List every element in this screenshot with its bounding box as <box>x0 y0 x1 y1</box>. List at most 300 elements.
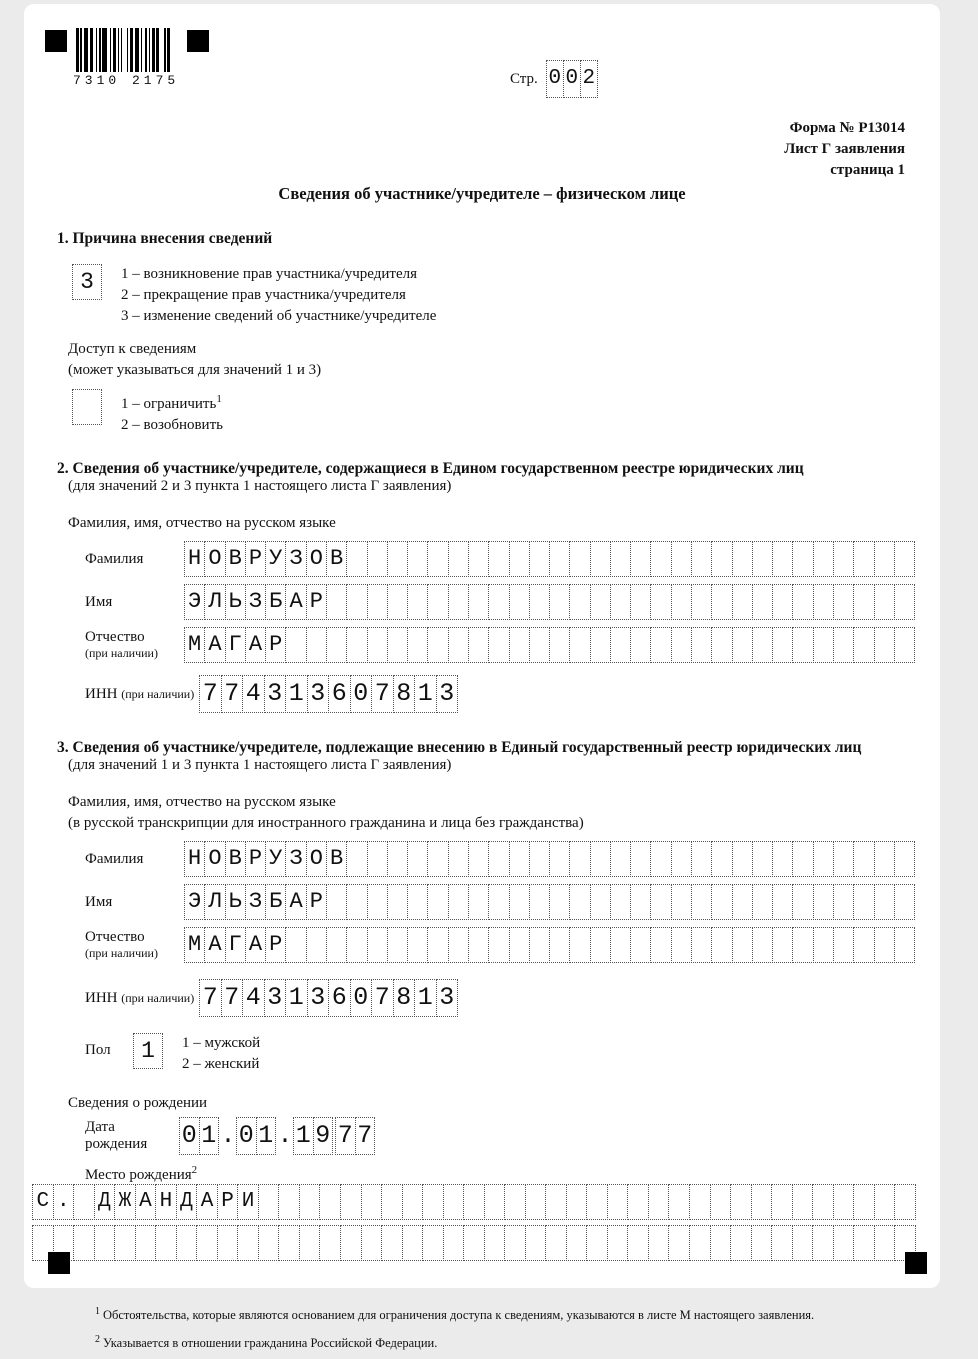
char-cell[interactable]: Р <box>306 584 327 620</box>
char-cell[interactable] <box>752 541 773 577</box>
char-cell[interactable] <box>367 884 388 920</box>
char-cell[interactable] <box>833 884 854 920</box>
char-cell[interactable] <box>529 541 550 577</box>
char-cell[interactable]: Р <box>245 841 266 877</box>
birth-date-month-cells[interactable] <box>237 1117 276 1155</box>
char-cell[interactable] <box>448 541 469 577</box>
char-cell[interactable]: 3 <box>264 675 287 713</box>
char-cell[interactable]: 1 <box>285 979 308 1017</box>
char-cell[interactable] <box>407 927 428 963</box>
char-cell[interactable] <box>607 1225 629 1261</box>
char-cell[interactable] <box>549 627 570 663</box>
char-cell[interactable]: В <box>326 841 347 877</box>
char-cell[interactable]: Д <box>176 1184 198 1220</box>
char-cell[interactable] <box>463 1184 485 1220</box>
char-cell[interactable] <box>346 841 367 877</box>
char-cell[interactable] <box>484 1184 506 1220</box>
char-cell[interactable] <box>529 927 550 963</box>
patronymic-cells[interactable] <box>185 927 915 963</box>
char-cell[interactable] <box>468 927 489 963</box>
char-cell[interactable] <box>468 541 489 577</box>
char-cell[interactable] <box>671 541 692 577</box>
char-cell[interactable]: 7 <box>199 675 222 713</box>
char-cell[interactable]: Э <box>184 584 205 620</box>
char-cell[interactable]: Н <box>184 541 205 577</box>
char-cell[interactable] <box>894 1184 916 1220</box>
char-cell[interactable]: 0 <box>563 60 581 98</box>
char-cell[interactable] <box>468 841 489 877</box>
char-cell[interactable] <box>525 1225 547 1261</box>
char-cell[interactable] <box>278 1184 300 1220</box>
access-value-box[interactable] <box>72 389 102 425</box>
char-cell[interactable]: 7 <box>371 675 394 713</box>
char-cell[interactable]: Ь <box>225 884 246 920</box>
char-cell[interactable] <box>813 627 834 663</box>
char-cell[interactable] <box>529 884 550 920</box>
char-cell[interactable] <box>650 927 671 963</box>
char-cell[interactable] <box>711 884 732 920</box>
char-cell[interactable] <box>772 627 793 663</box>
char-cell[interactable]: В <box>326 541 347 577</box>
char-cell[interactable] <box>813 884 834 920</box>
char-cell[interactable] <box>525 1184 547 1220</box>
char-cell[interactable]: Ж <box>114 1184 136 1220</box>
char-cell[interactable] <box>792 1184 814 1220</box>
char-cell[interactable] <box>752 884 773 920</box>
char-cell[interactable] <box>691 927 712 963</box>
char-cell[interactable] <box>711 541 732 577</box>
char-cell[interactable] <box>590 884 611 920</box>
char-cell[interactable] <box>710 1225 732 1261</box>
char-cell[interactable] <box>545 1184 567 1220</box>
char-cell[interactable] <box>590 541 611 577</box>
char-cell[interactable] <box>691 541 712 577</box>
char-cell[interactable] <box>874 584 895 620</box>
char-cell[interactable]: 7 <box>221 675 244 713</box>
char-cell[interactable] <box>387 627 408 663</box>
char-cell[interactable] <box>381 1184 403 1220</box>
char-cell[interactable] <box>468 884 489 920</box>
char-cell[interactable] <box>326 884 347 920</box>
char-cell[interactable] <box>407 884 428 920</box>
char-cell[interactable]: З <box>285 541 306 577</box>
char-cell[interactable]: В <box>225 841 246 877</box>
char-cell[interactable] <box>894 541 915 577</box>
char-cell[interactable] <box>874 1184 896 1220</box>
inn-cells[interactable] <box>200 979 458 1017</box>
char-cell[interactable] <box>772 584 793 620</box>
char-cell[interactable] <box>671 584 692 620</box>
char-cell[interactable] <box>630 841 651 877</box>
char-cell[interactable]: Р <box>265 627 286 663</box>
char-cell[interactable] <box>509 541 530 577</box>
char-cell[interactable] <box>427 584 448 620</box>
char-cell[interactable]: Л <box>204 584 225 620</box>
char-cell[interactable] <box>326 584 347 620</box>
char-cell[interactable]: Р <box>306 884 327 920</box>
char-cell[interactable] <box>367 841 388 877</box>
char-cell[interactable] <box>691 884 712 920</box>
char-cell[interactable] <box>833 627 854 663</box>
char-cell[interactable]: Л <box>204 884 225 920</box>
char-cell[interactable] <box>346 884 367 920</box>
char-cell[interactable] <box>114 1225 136 1261</box>
char-cell[interactable]: 0 <box>546 60 564 98</box>
char-cell[interactable] <box>402 1184 424 1220</box>
char-cell[interactable] <box>630 584 651 620</box>
char-cell[interactable] <box>488 584 509 620</box>
char-cell[interactable] <box>566 1225 588 1261</box>
char-cell[interactable] <box>874 627 895 663</box>
char-cell[interactable] <box>402 1225 424 1261</box>
char-cell[interactable] <box>792 584 813 620</box>
char-cell[interactable]: 4 <box>242 675 265 713</box>
char-cell[interactable]: 0 <box>350 675 373 713</box>
char-cell[interactable] <box>340 1225 362 1261</box>
birth-date-year-cells[interactable] <box>336 1117 375 1155</box>
char-cell[interactable] <box>427 841 448 877</box>
char-cell[interactable]: 1 <box>256 1117 277 1155</box>
char-cell[interactable]: У <box>265 841 286 877</box>
char-cell[interactable]: А <box>196 1184 218 1220</box>
char-cell[interactable] <box>319 1184 341 1220</box>
char-cell[interactable]: 1 <box>414 979 437 1017</box>
char-cell[interactable] <box>648 1184 670 1220</box>
char-cell[interactable] <box>346 927 367 963</box>
name-cells[interactable] <box>185 584 915 620</box>
char-cell[interactable] <box>217 1225 239 1261</box>
char-cell[interactable] <box>509 584 530 620</box>
char-cell[interactable] <box>407 541 428 577</box>
char-cell[interactable]: 3 <box>436 675 459 713</box>
char-cell[interactable] <box>258 1225 280 1261</box>
char-cell[interactable]: 7 <box>199 979 222 1017</box>
char-cell[interactable]: Г <box>225 927 246 963</box>
char-cell[interactable] <box>772 541 793 577</box>
char-cell[interactable]: И <box>237 1184 259 1220</box>
char-cell[interactable] <box>752 584 773 620</box>
char-cell[interactable] <box>448 884 469 920</box>
char-cell[interactable] <box>155 1225 177 1261</box>
birth-place-cells-line1[interactable] <box>33 1184 916 1220</box>
char-cell[interactable] <box>732 627 753 663</box>
char-cell[interactable] <box>176 1225 198 1261</box>
birth-place-cells-line2[interactable] <box>33 1225 916 1261</box>
char-cell[interactable] <box>772 841 793 877</box>
char-cell[interactable]: А <box>245 627 266 663</box>
char-cell[interactable] <box>326 627 347 663</box>
char-cell[interactable] <box>894 884 915 920</box>
char-cell[interactable] <box>853 541 874 577</box>
char-cell[interactable] <box>671 884 692 920</box>
char-cell[interactable]: З <box>285 841 306 877</box>
char-cell[interactable] <box>894 927 915 963</box>
char-cell[interactable] <box>650 884 671 920</box>
char-cell[interactable] <box>732 841 753 877</box>
char-cell[interactable] <box>299 1225 321 1261</box>
char-cell[interactable] <box>650 584 671 620</box>
char-cell[interactable] <box>833 927 854 963</box>
char-cell[interactable] <box>853 1225 875 1261</box>
surname-cells[interactable] <box>185 541 915 577</box>
char-cell[interactable] <box>258 1184 280 1220</box>
char-cell[interactable] <box>668 1184 690 1220</box>
char-cell[interactable] <box>792 841 813 877</box>
char-cell[interactable] <box>610 541 631 577</box>
char-cell[interactable] <box>427 884 448 920</box>
char-cell[interactable] <box>771 1225 793 1261</box>
char-cell[interactable] <box>566 1184 588 1220</box>
char-cell[interactable] <box>504 1225 526 1261</box>
char-cell[interactable] <box>468 627 489 663</box>
char-cell[interactable] <box>833 541 854 577</box>
char-cell[interactable]: 8 <box>393 979 416 1017</box>
char-cell[interactable]: Б <box>265 584 286 620</box>
char-cell[interactable] <box>627 1184 649 1220</box>
char-cell[interactable] <box>387 884 408 920</box>
char-cell[interactable] <box>874 927 895 963</box>
char-cell[interactable] <box>346 584 367 620</box>
char-cell[interactable]: В <box>225 541 246 577</box>
char-cell[interactable] <box>668 1225 690 1261</box>
char-cell[interactable]: Э <box>184 884 205 920</box>
char-cell[interactable]: 1 <box>414 675 437 713</box>
char-cell[interactable] <box>772 884 793 920</box>
char-cell[interactable] <box>730 1184 752 1220</box>
char-cell[interactable]: О <box>204 541 225 577</box>
char-cell[interactable] <box>73 1225 95 1261</box>
char-cell[interactable]: 1 <box>293 1117 314 1155</box>
char-cell[interactable] <box>326 927 347 963</box>
char-cell[interactable] <box>509 627 530 663</box>
char-cell[interactable] <box>894 584 915 620</box>
char-cell[interactable] <box>894 627 915 663</box>
char-cell[interactable] <box>853 1184 875 1220</box>
char-cell[interactable]: 1 <box>199 1117 220 1155</box>
char-cell[interactable]: А <box>245 927 266 963</box>
char-cell[interactable]: 0 <box>179 1117 200 1155</box>
char-cell[interactable] <box>586 1184 608 1220</box>
char-cell[interactable] <box>792 1225 814 1261</box>
char-cell[interactable]: 3 <box>264 979 287 1017</box>
char-cell[interactable] <box>448 584 469 620</box>
char-cell[interactable]: 0 <box>236 1117 257 1155</box>
char-cell[interactable] <box>488 927 509 963</box>
char-cell[interactable]: О <box>306 541 327 577</box>
char-cell[interactable] <box>874 884 895 920</box>
char-cell[interactable] <box>610 584 631 620</box>
char-cell[interactable] <box>671 927 692 963</box>
char-cell[interactable]: Р <box>265 927 286 963</box>
char-cell[interactable]: З <box>245 884 266 920</box>
char-cell[interactable] <box>319 1225 341 1261</box>
char-cell[interactable]: М <box>184 927 205 963</box>
char-cell[interactable]: Н <box>155 1184 177 1220</box>
char-cell[interactable] <box>488 884 509 920</box>
char-cell[interactable]: 1 <box>285 675 308 713</box>
char-cell[interactable]: Б <box>265 884 286 920</box>
char-cell[interactable] <box>853 884 874 920</box>
char-cell[interactable] <box>569 627 590 663</box>
char-cell[interactable]: Р <box>245 541 266 577</box>
char-cell[interactable] <box>488 627 509 663</box>
char-cell[interactable]: 6 <box>328 979 351 1017</box>
char-cell[interactable] <box>853 927 874 963</box>
char-cell[interactable] <box>732 884 753 920</box>
char-cell[interactable] <box>569 884 590 920</box>
char-cell[interactable] <box>833 1184 855 1220</box>
char-cell[interactable] <box>94 1225 116 1261</box>
char-cell[interactable] <box>894 841 915 877</box>
char-cell[interactable] <box>448 841 469 877</box>
char-cell[interactable] <box>730 1225 752 1261</box>
char-cell[interactable]: . <box>53 1184 75 1220</box>
char-cell[interactable] <box>549 541 570 577</box>
char-cell[interactable]: 7 <box>371 979 394 1017</box>
char-cell[interactable] <box>792 884 813 920</box>
char-cell[interactable]: М <box>184 627 205 663</box>
char-cell[interactable]: А <box>285 584 306 620</box>
char-cell[interactable]: З <box>245 584 266 620</box>
char-cell[interactable] <box>630 627 651 663</box>
char-cell[interactable] <box>752 927 773 963</box>
char-cell[interactable]: У <box>265 541 286 577</box>
char-cell[interactable]: 4 <box>242 979 265 1017</box>
char-cell[interactable]: 9 <box>313 1117 334 1155</box>
char-cell[interactable] <box>874 1225 896 1261</box>
char-cell[interactable] <box>853 841 874 877</box>
char-cell[interactable] <box>590 584 611 620</box>
char-cell[interactable]: О <box>306 841 327 877</box>
char-cell[interactable] <box>610 627 631 663</box>
char-cell[interactable] <box>630 541 651 577</box>
char-cell[interactable]: 0 <box>350 979 373 1017</box>
gender-value-box[interactable]: 1 <box>133 1033 163 1069</box>
char-cell[interactable] <box>569 584 590 620</box>
char-cell[interactable] <box>874 841 895 877</box>
char-cell[interactable] <box>691 627 712 663</box>
char-cell[interactable] <box>853 627 874 663</box>
reason-value-box[interactable]: 3 <box>72 264 102 300</box>
char-cell[interactable] <box>691 584 712 620</box>
patronymic-cells[interactable] <box>185 627 915 663</box>
char-cell[interactable]: 7 <box>221 979 244 1017</box>
char-cell[interactable] <box>549 884 570 920</box>
char-cell[interactable] <box>586 1225 608 1261</box>
char-cell[interactable] <box>607 1184 629 1220</box>
char-cell[interactable] <box>346 541 367 577</box>
char-cell[interactable] <box>648 1225 670 1261</box>
char-cell[interactable] <box>427 541 448 577</box>
char-cell[interactable] <box>792 927 813 963</box>
char-cell[interactable] <box>772 927 793 963</box>
char-cell[interactable]: А <box>204 927 225 963</box>
char-cell[interactable] <box>529 627 550 663</box>
char-cell[interactable]: 7 <box>335 1117 356 1155</box>
char-cell[interactable] <box>346 627 367 663</box>
char-cell[interactable] <box>590 841 611 877</box>
char-cell[interactable] <box>387 541 408 577</box>
char-cell[interactable] <box>361 1184 383 1220</box>
char-cell[interactable]: Д <box>94 1184 116 1220</box>
char-cell[interactable] <box>468 584 489 620</box>
char-cell[interactable] <box>711 627 732 663</box>
char-cell[interactable]: О <box>204 841 225 877</box>
char-cell[interactable] <box>569 841 590 877</box>
char-cell[interactable] <box>448 927 469 963</box>
char-cell[interactable]: 8 <box>393 675 416 713</box>
char-cell[interactable] <box>732 584 753 620</box>
char-cell[interactable] <box>671 627 692 663</box>
char-cell[interactable]: Г <box>225 627 246 663</box>
char-cell[interactable] <box>422 1184 444 1220</box>
char-cell[interactable] <box>509 841 530 877</box>
char-cell[interactable] <box>732 927 753 963</box>
char-cell[interactable] <box>812 1184 834 1220</box>
char-cell[interactable] <box>545 1225 567 1261</box>
char-cell[interactable] <box>73 1184 95 1220</box>
char-cell[interactable] <box>610 884 631 920</box>
char-cell[interactable] <box>833 1225 855 1261</box>
char-cell[interactable] <box>569 927 590 963</box>
char-cell[interactable] <box>853 584 874 620</box>
char-cell[interactable] <box>387 584 408 620</box>
char-cell[interactable] <box>509 927 530 963</box>
char-cell[interactable] <box>488 841 509 877</box>
char-cell[interactable] <box>387 927 408 963</box>
char-cell[interactable] <box>529 841 550 877</box>
name-cells[interactable] <box>185 884 915 920</box>
char-cell[interactable]: Р <box>217 1184 239 1220</box>
birth-date-day-cells[interactable] <box>180 1117 219 1155</box>
char-cell[interactable] <box>833 841 854 877</box>
char-cell[interactable] <box>306 627 327 663</box>
char-cell[interactable] <box>590 627 611 663</box>
char-cell[interactable] <box>792 541 813 577</box>
char-cell[interactable] <box>443 1184 465 1220</box>
surname-cells[interactable] <box>185 841 915 877</box>
char-cell[interactable] <box>627 1225 649 1261</box>
char-cell[interactable] <box>751 1184 773 1220</box>
char-cell[interactable] <box>367 584 388 620</box>
char-cell[interactable] <box>569 541 590 577</box>
char-cell[interactable] <box>299 1184 321 1220</box>
char-cell[interactable] <box>488 541 509 577</box>
char-cell[interactable]: А <box>285 884 306 920</box>
char-cell[interactable]: 2 <box>580 60 598 98</box>
char-cell[interactable] <box>549 927 570 963</box>
char-cell[interactable]: 7 <box>355 1117 376 1155</box>
char-cell[interactable] <box>732 541 753 577</box>
char-cell[interactable] <box>463 1225 485 1261</box>
char-cell[interactable] <box>549 584 570 620</box>
char-cell[interactable] <box>484 1225 506 1261</box>
char-cell[interactable] <box>340 1184 362 1220</box>
char-cell[interactable] <box>367 541 388 577</box>
char-cell[interactable] <box>407 841 428 877</box>
char-cell[interactable] <box>237 1225 259 1261</box>
inn-cells[interactable] <box>200 675 458 713</box>
char-cell[interactable] <box>630 927 651 963</box>
char-cell[interactable]: Ь <box>225 584 246 620</box>
char-cell[interactable] <box>443 1225 465 1261</box>
char-cell[interactable] <box>691 841 712 877</box>
char-cell[interactable] <box>711 584 732 620</box>
char-cell[interactable] <box>812 1225 834 1261</box>
char-cell[interactable] <box>813 841 834 877</box>
char-cell[interactable] <box>751 1225 773 1261</box>
page-number-cells[interactable] <box>547 60 598 98</box>
